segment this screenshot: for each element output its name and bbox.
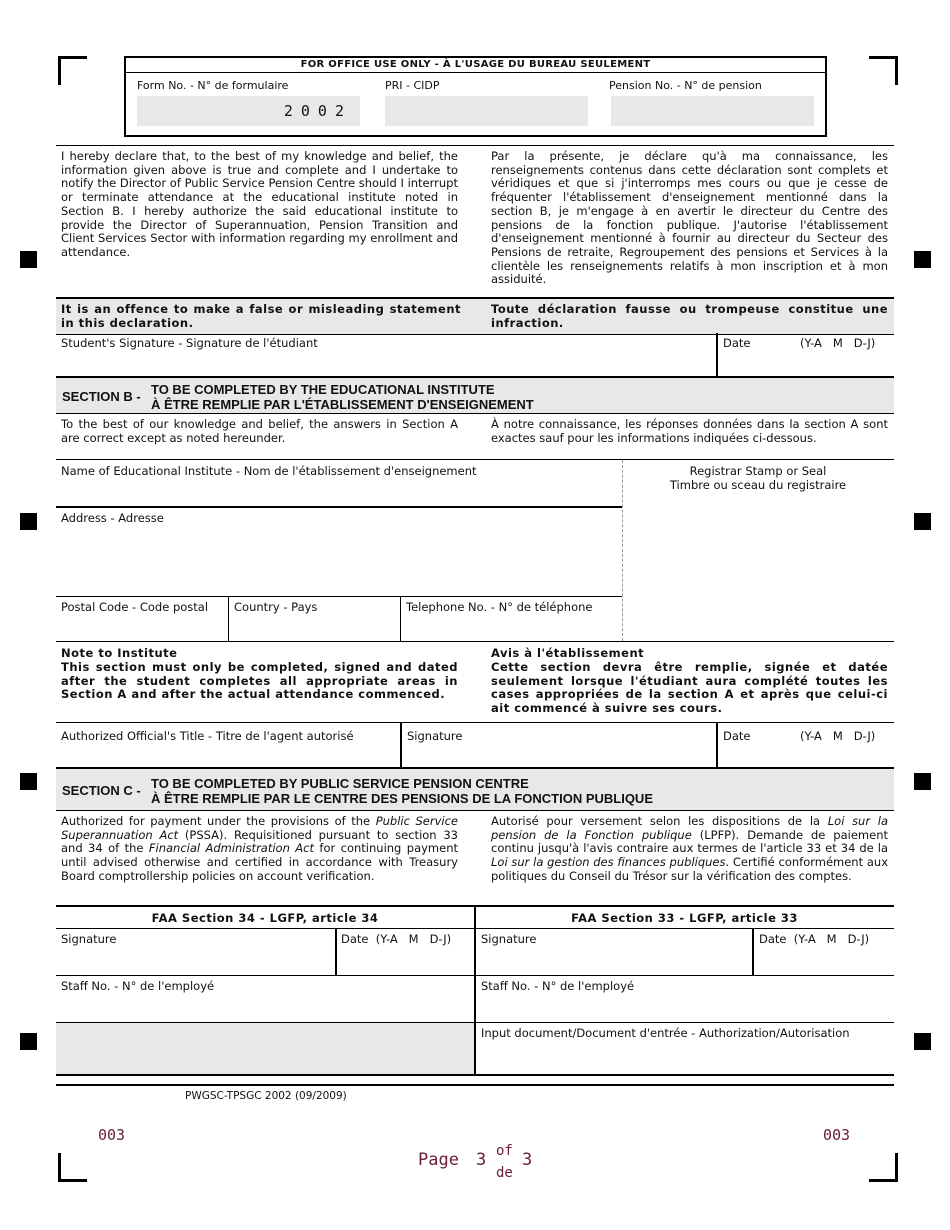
faa34-signature-label: Signature bbox=[61, 932, 117, 946]
student-signature-label: Student's Signature - Signature de l'étudiant bbox=[61, 336, 318, 350]
section-b-intro-en: To the best of our knowledge and belief, the answers in Section A are correct except as noted hereunder. bbox=[61, 417, 458, 445]
telephone-field[interactable] bbox=[401, 616, 621, 640]
registration-mark bbox=[20, 1033, 37, 1050]
official-date-field[interactable] bbox=[718, 745, 894, 767]
official-signature-field[interactable] bbox=[402, 745, 715, 767]
corner-mark-bottom-right bbox=[869, 1153, 898, 1182]
form-no-field[interactable] bbox=[137, 96, 360, 126]
official-signature-label: Signature bbox=[407, 729, 463, 743]
note-title-fr: Avis à l'établissement bbox=[491, 646, 645, 660]
faa34-staff-field[interactable] bbox=[56, 995, 473, 1021]
faa33-signature-label: Signature bbox=[481, 932, 537, 946]
pri-label: PRI - CIDP bbox=[385, 79, 440, 92]
page-code-right: 003 bbox=[823, 1126, 851, 1144]
faa34-date-label: Date (Y-A M D-J) bbox=[341, 932, 452, 946]
registrar-stamp-fr: Timbre ou sceau du registraire bbox=[669, 478, 847, 492]
faa33-staff-field[interactable] bbox=[476, 995, 894, 1021]
faa34-staff-label: Staff No. - N° de l'employé bbox=[61, 979, 215, 993]
official-date-label: Date bbox=[723, 729, 751, 743]
offence-fr: Toute déclaration fausse ou trompeuse constitue une infraction. bbox=[491, 302, 888, 330]
faa33-date-label: Date (Y-A M D-J) bbox=[759, 932, 870, 946]
page-total: 3 bbox=[522, 1150, 533, 1170]
section-c-key: SECTION C - bbox=[62, 783, 141, 798]
note-en: This section must only be completed, signed and dated after the student completes all appropriate areas in Section A and after the actual attendance commenced. bbox=[61, 660, 458, 702]
faa33-staff-label: Staff No. - N° de l'employé bbox=[481, 979, 635, 993]
telephone-label: Telephone No. - N° de téléphone bbox=[406, 600, 593, 614]
faa33-date-field[interactable] bbox=[754, 948, 894, 974]
form-code: PWGSC-TPSGC 2002 (09/2009) bbox=[185, 1090, 347, 1102]
registrar-stamp-area[interactable] bbox=[623, 495, 894, 640]
section-b-intro-fr: À notre connaissance, les réponses données dans la section A sont exactes sauf pour les informations indiquées ci-dessous. bbox=[491, 417, 888, 445]
official-title-field[interactable] bbox=[56, 745, 399, 767]
official-date-format: (Y-A M D-J) bbox=[800, 729, 876, 743]
authorization-fr: Autorisé pour versement selon les dispositions de la Loi sur la pension de la Fonction publique (LPFP). Demande de paiement continu jusqu'à l'avis contraire aux termes de l'article 33 et 34 de la Loi sur la gestion des finances publiques. Certifié conformément aux politiques du Conseil du Trésor sur la vérification des comptes. bbox=[491, 814, 889, 883]
address-label: Address - Adresse bbox=[61, 511, 164, 525]
page-code-left: 003 bbox=[98, 1126, 126, 1144]
form-no-label: Form No. - N° de formulaire bbox=[137, 79, 289, 92]
section-c-title-fr: À ÊTRE REMPLIE PAR LE CENTRE DES PENSIONS DE LA FONCTION PUBLIQUE bbox=[151, 791, 653, 806]
faa33-signature-field[interactable] bbox=[476, 948, 751, 974]
form-no-value: 2002 bbox=[283, 102, 352, 120]
input-document-label: Input document/Document d'entrée - Authorization/Autorisation bbox=[481, 1026, 850, 1040]
faa33-header: FAA Section 33 - LGFP, article 33 bbox=[571, 911, 798, 925]
address-field[interactable] bbox=[56, 527, 621, 595]
page-de: de bbox=[496, 1165, 513, 1181]
registration-mark bbox=[20, 251, 37, 268]
page-number: 3 bbox=[476, 1150, 487, 1170]
pension-no-field[interactable] bbox=[611, 96, 814, 126]
official-title-label: Authorized Official's Title - Titre de l'agent autorisé bbox=[61, 729, 354, 743]
postal-code-label: Postal Code - Code postal bbox=[61, 600, 209, 614]
declaration-en: I hereby declare that, to the best of my knowledge and belief, the information given above is true and complete and I undertake to notify the Director of Public Service Pension Centre should I interrupt or terminate attendance at the educational institute noted in Section B. I hereby authorize the said educational institute to provide the Director of Superannuation, Pension Transition and Client Services Sector with information regarding my enrollment and attendance. bbox=[61, 149, 458, 259]
registration-mark bbox=[914, 513, 931, 530]
student-signature-field[interactable] bbox=[56, 335, 716, 375]
section-b-title-fr: À ÊTRE REMPLIE PAR L'ÉTABLISSEMENT D'ENSEIGNEMENT bbox=[151, 397, 534, 412]
page-word: Page bbox=[418, 1150, 459, 1170]
pension-no-label: Pension No. - N° de pension bbox=[609, 79, 762, 92]
postal-code-field[interactable] bbox=[56, 616, 227, 640]
page-of: of bbox=[496, 1143, 513, 1159]
registration-mark bbox=[914, 1033, 931, 1050]
section-b-header bbox=[56, 376, 894, 414]
offence-banner bbox=[56, 297, 894, 335]
authorization-en: Authorized for payment under the provisions of the Public Service Superannuation Act (PSSA). Requisitioned pursuant to section 33 and 34 of the Financial Administration Act for continuing payment until advised otherwise and certified in accordance with Treasury Board comptrollership policies on account verification. bbox=[61, 814, 459, 883]
student-date-field[interactable] bbox=[718, 352, 894, 375]
institute-name-field[interactable] bbox=[56, 480, 621, 506]
note-fr: Cette section devra être remplie, signée et datée seulement lorsque l'étudiant aura complété toutes les cases appropriées de la section A et après que celui-ci ait commencé à suivre ses cours. bbox=[491, 660, 888, 716]
country-field[interactable] bbox=[229, 616, 399, 640]
section-c-header bbox=[56, 767, 894, 811]
registration-mark bbox=[914, 251, 931, 268]
shaded-empty-cell bbox=[56, 1023, 474, 1074]
faa34-date-field[interactable] bbox=[337, 948, 473, 974]
institute-name-label: Name of Educational Institute - Nom de l'établissement d'enseignement bbox=[61, 464, 477, 478]
student-date-label: Date bbox=[723, 336, 751, 350]
country-label: Country - Pays bbox=[234, 600, 318, 614]
registrar-stamp-en: Registrar Stamp or Seal bbox=[689, 464, 827, 478]
faa34-header: FAA Section 34 - LGFP, article 34 bbox=[151, 911, 379, 925]
registration-mark bbox=[20, 773, 37, 790]
declaration-fr: Par la présente, je déclare qu'à ma connaissance, les renseignements contenus dans cette déclaration sont complets et véridiques et que si j'interromps mes cours ou que je cesse de fréquenter l'établissement d'enseignement mentionné dans la section B, je m'engage à en avertir le directeur du Centre des pensions de la fonction publique. J'autorise l'établissement d'enseignement mentionné à fournir au directeur du Secteur des Pensions de retraite, Regroupement des pensions et Services à la clientèle les renseignements relatifs à mon inscription et à mon assiduité. bbox=[491, 149, 888, 287]
input-document-field[interactable] bbox=[476, 1042, 894, 1074]
faa34-signature-field[interactable] bbox=[56, 948, 334, 974]
corner-mark-bottom-left bbox=[58, 1153, 87, 1182]
note-title-en: Note to Institute bbox=[61, 646, 178, 660]
offence-en: It is an offence to make a false or misleading statement in this declaration. bbox=[61, 302, 461, 330]
registration-mark bbox=[914, 773, 931, 790]
office-use-box bbox=[124, 56, 827, 137]
office-use-header: FOR OFFICE USE ONLY - À L'USAGE DU BUREAU SEULEMENT bbox=[126, 58, 825, 73]
student-date-format: (Y-A M D-J) bbox=[800, 336, 876, 350]
corner-mark-top-right bbox=[869, 56, 898, 85]
corner-mark-top-left bbox=[58, 56, 87, 85]
section-b-title-en: TO BE COMPLETED BY THE EDUCATIONAL INSTITUTE bbox=[151, 382, 495, 397]
section-b-key: SECTION B - bbox=[62, 389, 141, 404]
pri-field[interactable] bbox=[385, 96, 588, 126]
registration-mark bbox=[20, 513, 37, 530]
section-c-title-en: TO BE COMPLETED BY PUBLIC SERVICE PENSION CENTRE bbox=[151, 776, 529, 791]
